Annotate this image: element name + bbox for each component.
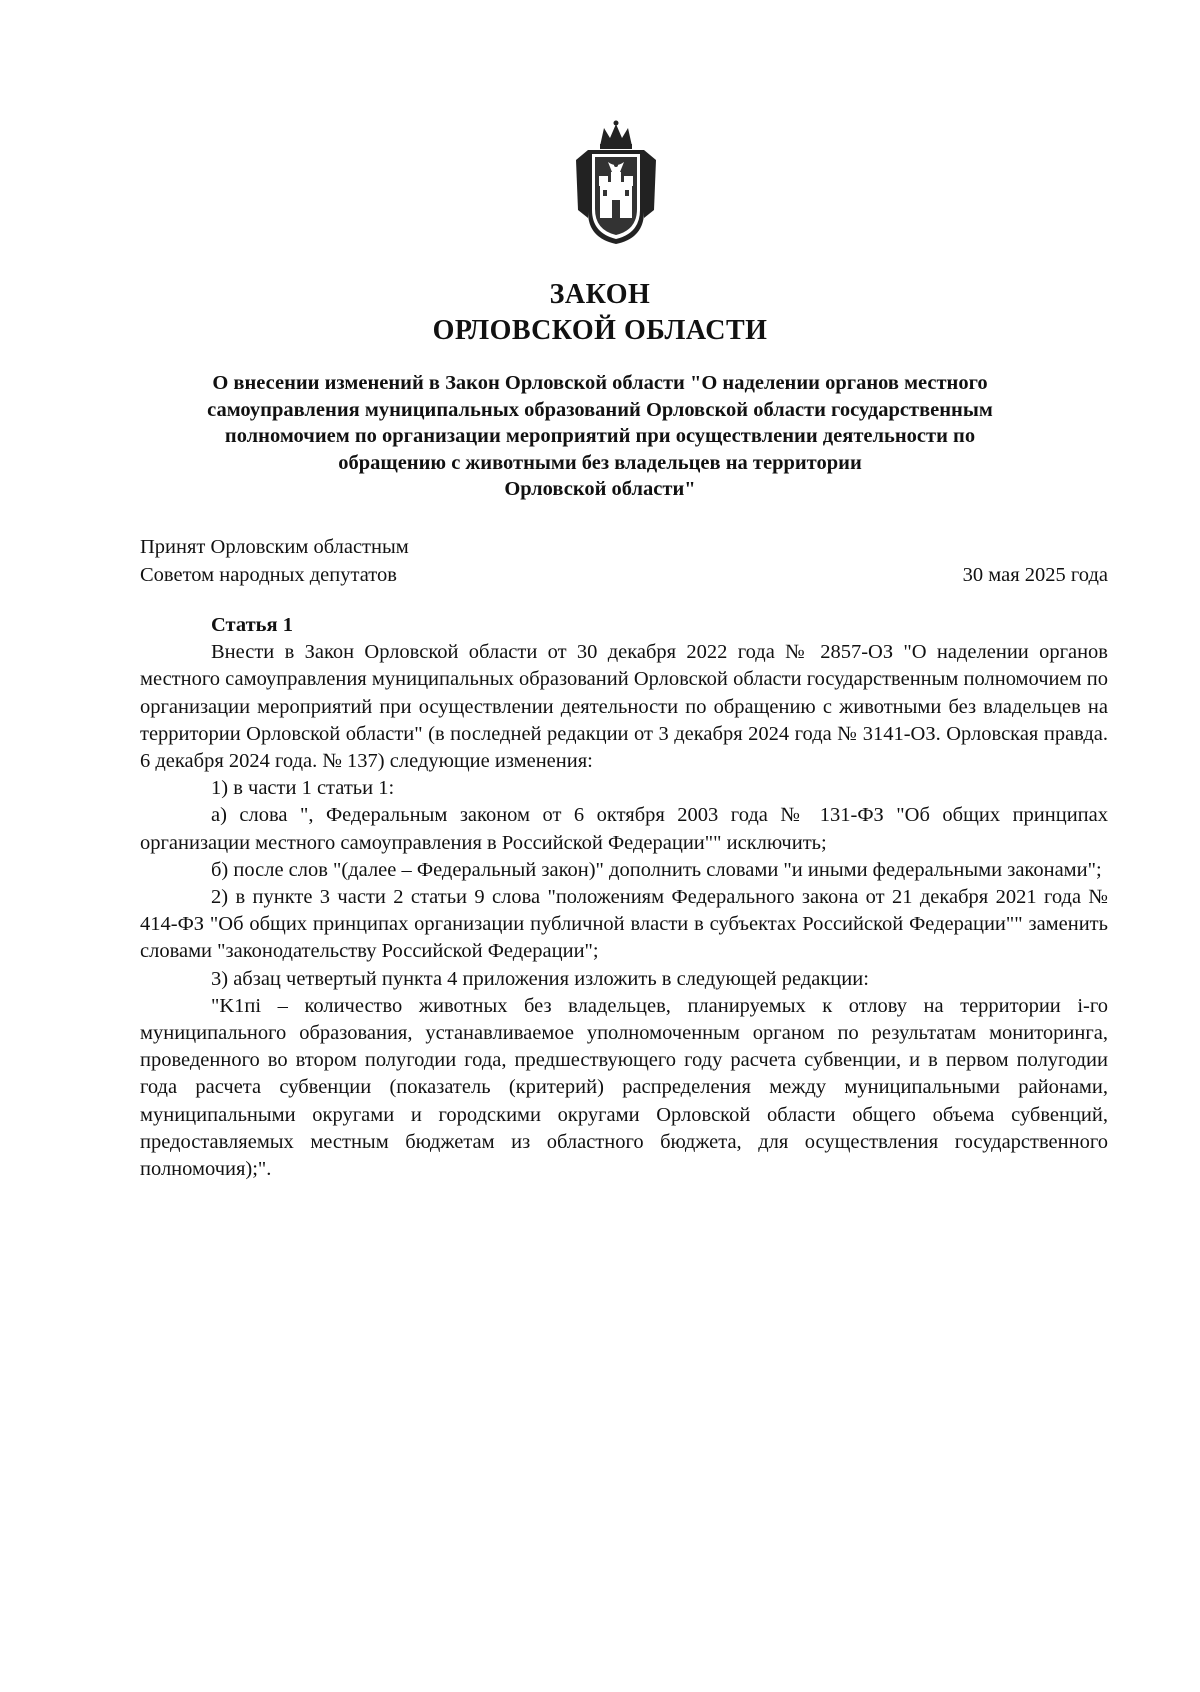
law-region: ОРЛОВСКОЙ ОБЛАСТИ: [432, 315, 768, 346]
law-title: ЗАКОН: [549, 279, 651, 310]
subject-line: О внесении изменений в Закон Орловской области "О наделении органов местного: [212, 372, 988, 394]
list-item: 2) в пункте 3 части 2 статьи 9 слова "положениям Федерального закона от 21 декабря 2021 года № 414-ФЗ "Об общих принципах организации публичной власти в субъектах Российской Федерации"" заменить словами "законодательству Российской Федерации";: [140, 886, 1108, 963]
list-item: а) слова ", Федеральным законом от 6 октября 2003 года № 131-ФЗ "Об общих принципах организации местного самоуправления в Российской Федерации"" исключить;: [140, 804, 1108, 854]
quoted-text: "K1пi – количество животных без владельцев, планируемых к отлову на территории i-го муниципального образования, устанавливаемое уполномоченным органом по результатам мониторинга, проведенного во втором полугодии года, предшествующего году расчета субвенции, и в первом полугодии года расчета субвенции (показатель (критерий) распределения между муниципальными районами, муниципальными округами и городскими округами Орловской области общего объема субвенций, предоставляемых местным бюджетам из областного бюджета, для осуществления государственного полномочия);".: [140, 994, 1108, 1181]
subject-line: Орловской области": [504, 478, 696, 500]
subject-line: полномочием по организации мероприятий при осуществлении деятельности по: [224, 425, 976, 447]
coat-of-arms-icon: [570, 120, 662, 248]
subject-line: самоуправления муниципальных образований Орловской области государственным: [207, 398, 993, 421]
adoption-date: 30 мая 2025 года: [962, 564, 1108, 586]
article-heading: Статья 1: [211, 614, 293, 636]
adoption-line: Принят Орловским областным: [140, 536, 409, 558]
list-item: 1) в части 1 статьи 1:: [211, 777, 395, 800]
article-intro: Внести в Закон Орловской области от 30 декабря 2022 года № 2857-ОЗ "О наделении органов местного самоуправления муниципальных образований Орловской области государственным полномочием по организации мероприятий при осуществлении деятельности по обращению с животными без владельцев на территории Орловской области" (в последней редакции от 3 декабря 2024 года № 3141-ОЗ. Орловская правда. 6 декабря 2024 года. № 137) следующие изменения:: [140, 641, 1108, 773]
law-subject: [140, 370, 1060, 503]
list-item: 3) абзац четвертый пункта 4 приложения изложить в следующей редакции:: [211, 967, 869, 990]
subject-line: обращению с животными без владельцев на территории: [338, 451, 862, 474]
list-item: б) после слов "(далее – Федеральный закон)" дополнить словами "и иными федеральными законами";: [211, 858, 1102, 881]
adoption-statement: [140, 533, 409, 589]
document-body: [140, 612, 1108, 1183]
adoption-line: Советом народных депутатов: [140, 564, 397, 586]
